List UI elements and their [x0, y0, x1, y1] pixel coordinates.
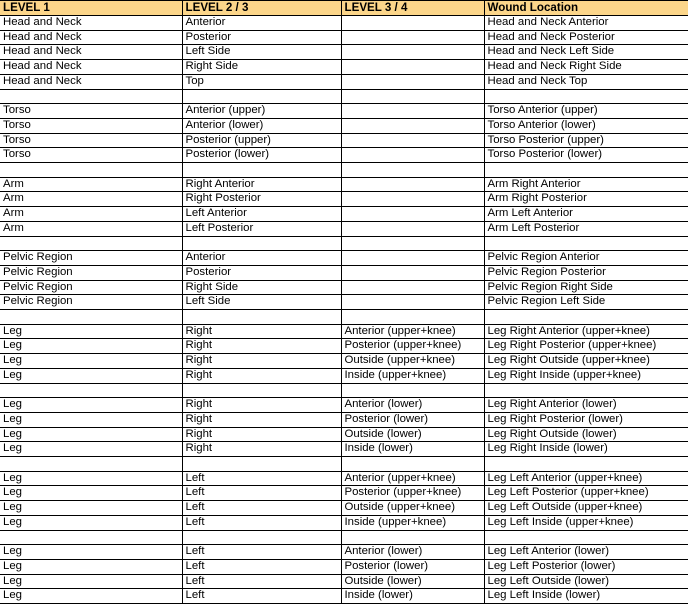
wound-location-cell[interactable]: Head and Neck Right Side: [484, 60, 688, 75]
level-2-3-cell[interactable]: Anterior: [182, 251, 341, 266]
level-2-3-cell[interactable]: Left: [182, 574, 341, 589]
level-3-4-cell[interactable]: Posterior (upper+knee): [341, 486, 484, 501]
wound-location-cell[interactable]: [484, 163, 688, 178]
level-1-cell[interactable]: Pelvic Region: [0, 295, 182, 310]
table-row: [0, 236, 688, 251]
level-1-cell[interactable]: Arm: [0, 177, 182, 192]
level-3-4-cell[interactable]: Inside (upper+knee): [341, 368, 484, 383]
table-row: [0, 133, 688, 148]
level-3-4-cell[interactable]: Inside (upper+knee): [341, 515, 484, 530]
level-2-3-cell[interactable]: Left: [182, 589, 341, 604]
table-row: [0, 16, 688, 31]
header-level-1[interactable]: LEVEL 1: [0, 1, 182, 16]
wound-location-cell[interactable]: Leg Left Posterior (upper+knee): [484, 486, 688, 501]
table-row: [0, 251, 688, 266]
table-row: [0, 412, 688, 427]
level-1-cell[interactable]: Leg: [0, 515, 182, 530]
wound-location-cell[interactable]: [484, 530, 688, 545]
level-2-3-cell[interactable]: Posterior (upper): [182, 133, 341, 148]
level-3-4-cell[interactable]: [341, 207, 484, 222]
header-wound-location[interactable]: Wound Location: [484, 1, 688, 16]
level-1-cell[interactable]: Leg: [0, 442, 182, 457]
level-1-cell[interactable]: Torso: [0, 118, 182, 133]
level-3-4-cell[interactable]: [341, 251, 484, 266]
level-2-3-cell[interactable]: Right: [182, 368, 341, 383]
level-1-cell[interactable]: [0, 236, 182, 251]
table-row: [0, 177, 688, 192]
table-row: [0, 148, 688, 163]
table-row: [0, 280, 688, 295]
level-2-3-cell[interactable]: Right Side: [182, 280, 341, 295]
table-row: [0, 265, 688, 280]
level-3-4-cell[interactable]: [341, 104, 484, 119]
level-3-4-cell[interactable]: Posterior (lower): [341, 559, 484, 574]
table-row: [0, 60, 688, 75]
level-3-4-cell[interactable]: [341, 192, 484, 207]
level-3-4-cell[interactable]: [341, 295, 484, 310]
wound-location-cell[interactable]: Leg Right Posterior (lower): [484, 412, 688, 427]
level-1-cell[interactable]: Leg: [0, 545, 182, 560]
level-1-cell[interactable]: Arm: [0, 221, 182, 236]
level-2-3-cell[interactable]: Right: [182, 442, 341, 457]
level-2-3-cell[interactable]: Left: [182, 486, 341, 501]
wound-location-cell[interactable]: [484, 457, 688, 472]
level-2-3-cell[interactable]: Anterior (lower): [182, 118, 341, 133]
table-row: [0, 471, 688, 486]
level-1-cell[interactable]: Leg: [0, 471, 182, 486]
wound-location-cell[interactable]: Head and Neck Posterior: [484, 30, 688, 45]
level-3-4-cell[interactable]: [341, 148, 484, 163]
wound-location-cell[interactable]: Leg Left Anterior (lower): [484, 545, 688, 560]
wound-location-cell[interactable]: Torso Posterior (upper): [484, 133, 688, 148]
level-3-4-cell[interactable]: [341, 530, 484, 545]
table-row: [0, 486, 688, 501]
table-row: [0, 354, 688, 369]
wound-location-cell[interactable]: Leg Right Inside (upper+knee): [484, 368, 688, 383]
table-row: [0, 515, 688, 530]
wound-location-cell[interactable]: Pelvic Region Posterior: [484, 265, 688, 280]
level-2-3-cell[interactable]: [182, 89, 341, 104]
table-row: [0, 295, 688, 310]
level-3-4-cell[interactable]: Anterior (upper+knee): [341, 324, 484, 339]
wound-location-cell[interactable]: Leg Left Posterior (lower): [484, 559, 688, 574]
wound-location-cell[interactable]: Leg Right Outside (upper+knee): [484, 354, 688, 369]
table-row: [0, 192, 688, 207]
level-2-3-cell[interactable]: Left: [182, 515, 341, 530]
level-1-cell[interactable]: Head and Neck: [0, 30, 182, 45]
level-2-3-cell[interactable]: Left: [182, 559, 341, 574]
level-2-3-cell[interactable]: Right: [182, 427, 341, 442]
level-1-cell[interactable]: Head and Neck: [0, 16, 182, 31]
level-2-3-cell[interactable]: Right: [182, 324, 341, 339]
level-1-cell[interactable]: Torso: [0, 104, 182, 119]
wound-location-cell[interactable]: Leg Left Outside (lower): [484, 574, 688, 589]
wound-location-cell[interactable]: Arm Left Anterior: [484, 207, 688, 222]
level-2-3-cell[interactable]: Left Posterior: [182, 221, 341, 236]
level-3-4-cell[interactable]: [341, 383, 484, 398]
wound-location-cell[interactable]: Arm Left Posterior: [484, 221, 688, 236]
level-3-4-cell[interactable]: [341, 16, 484, 31]
wound-location-cell[interactable]: Arm Right Anterior: [484, 177, 688, 192]
wound-location-cell[interactable]: Torso Posterior (lower): [484, 148, 688, 163]
header-level-3-4[interactable]: LEVEL 3 / 4: [341, 1, 484, 16]
level-3-4-cell[interactable]: [341, 310, 484, 325]
level-1-cell[interactable]: [0, 530, 182, 545]
wound-location-cell[interactable]: Leg Left Anterior (upper+knee): [484, 471, 688, 486]
header-level-2-3[interactable]: LEVEL 2 / 3: [182, 1, 341, 16]
table-row: [0, 559, 688, 574]
wound-location-cell[interactable]: [484, 89, 688, 104]
table-row: [0, 310, 688, 325]
level-2-3-cell[interactable]: [182, 530, 341, 545]
level-1-cell[interactable]: [0, 383, 182, 398]
level-2-3-cell[interactable]: Right: [182, 398, 341, 413]
level-2-3-cell[interactable]: [182, 383, 341, 398]
level-2-3-cell[interactable]: Posterior: [182, 30, 341, 45]
level-3-4-cell[interactable]: [341, 221, 484, 236]
level-2-3-cell[interactable]: Right: [182, 354, 341, 369]
level-3-4-cell[interactable]: [341, 89, 484, 104]
level-3-4-cell[interactable]: Outside (upper+knee): [341, 501, 484, 516]
level-1-cell[interactable]: Leg: [0, 398, 182, 413]
level-3-4-cell[interactable]: [341, 74, 484, 89]
level-3-4-cell[interactable]: Outside (upper+knee): [341, 354, 484, 369]
table-body: [0, 16, 688, 604]
level-2-3-cell[interactable]: Right Posterior: [182, 192, 341, 207]
level-3-4-cell[interactable]: Posterior (lower): [341, 412, 484, 427]
wound-location-cell[interactable]: Leg Right Anterior (lower): [484, 398, 688, 413]
level-3-4-cell[interactable]: Inside (lower): [341, 442, 484, 457]
level-3-4-cell[interactable]: [341, 163, 484, 178]
wound-location-cell[interactable]: Arm Right Posterior: [484, 192, 688, 207]
wound-location-cell[interactable]: Leg Right Anterior (upper+knee): [484, 324, 688, 339]
table-row: [0, 427, 688, 442]
wound-location-cell[interactable]: [484, 310, 688, 325]
level-2-3-cell[interactable]: Posterior: [182, 265, 341, 280]
table-row: [0, 574, 688, 589]
table-row: [0, 530, 688, 545]
wound-location-cell[interactable]: Leg Right Posterior (upper+knee): [484, 339, 688, 354]
level-3-4-cell[interactable]: Outside (lower): [341, 574, 484, 589]
table-row: [0, 383, 688, 398]
table-row: [0, 442, 688, 457]
table-row: [0, 30, 688, 45]
level-3-4-cell[interactable]: [341, 236, 484, 251]
level-2-3-cell[interactable]: Posterior (lower): [182, 148, 341, 163]
level-1-cell[interactable]: [0, 89, 182, 104]
wound-location-cell[interactable]: Pelvic Region Anterior: [484, 251, 688, 266]
level-2-3-cell[interactable]: Anterior (upper): [182, 104, 341, 119]
table-row: [0, 545, 688, 560]
table-row: [0, 89, 688, 104]
table-row: [0, 589, 688, 604]
wound-location-cell[interactable]: Head and Neck Left Side: [484, 45, 688, 60]
level-2-3-cell[interactable]: Right: [182, 412, 341, 427]
table-row: [0, 339, 688, 354]
level-1-cell[interactable]: Leg: [0, 339, 182, 354]
level-3-4-cell[interactable]: [341, 280, 484, 295]
level-3-4-cell[interactable]: [341, 30, 484, 45]
level-3-4-cell[interactable]: Anterior (lower): [341, 398, 484, 413]
level-2-3-cell[interactable]: Left Anterior: [182, 207, 341, 222]
level-1-cell[interactable]: Leg: [0, 559, 182, 574]
level-2-3-cell[interactable]: Anterior: [182, 16, 341, 31]
level-3-4-cell[interactable]: [341, 118, 484, 133]
table-row: [0, 74, 688, 89]
wound-location-cell[interactable]: Head and Neck Top: [484, 74, 688, 89]
table-row: [0, 398, 688, 413]
wound-location-cell[interactable]: Pelvic Region Left Side: [484, 295, 688, 310]
level-2-3-cell[interactable]: Left Side: [182, 295, 341, 310]
level-3-4-cell[interactable]: [341, 457, 484, 472]
level-3-4-cell[interactable]: [341, 45, 484, 60]
header-row: [0, 1, 688, 16]
level-3-4-cell[interactable]: Anterior (lower): [341, 545, 484, 560]
level-1-cell[interactable]: Head and Neck: [0, 60, 182, 75]
wound-location-cell[interactable]: Torso Anterior (lower): [484, 118, 688, 133]
level-1-cell[interactable]: Head and Neck: [0, 45, 182, 60]
level-2-3-cell[interactable]: Left: [182, 501, 341, 516]
table-row: [0, 118, 688, 133]
level-3-4-cell[interactable]: Posterior (upper+knee): [341, 339, 484, 354]
table-row: [0, 501, 688, 516]
table-row: [0, 45, 688, 60]
level-1-cell[interactable]: Pelvic Region: [0, 265, 182, 280]
level-3-4-cell[interactable]: Outside (lower): [341, 427, 484, 442]
level-2-3-cell[interactable]: [182, 457, 341, 472]
table-row: [0, 163, 688, 178]
level-2-3-cell[interactable]: Left Side: [182, 45, 341, 60]
level-3-4-cell[interactable]: Anterior (upper+knee): [341, 471, 484, 486]
level-1-cell[interactable]: Arm: [0, 192, 182, 207]
wound-location-cell[interactable]: [484, 383, 688, 398]
level-1-cell[interactable]: Leg: [0, 412, 182, 427]
level-2-3-cell[interactable]: [182, 310, 341, 325]
level-2-3-cell[interactable]: Top: [182, 74, 341, 89]
level-3-4-cell[interactable]: [341, 265, 484, 280]
level-1-cell[interactable]: Pelvic Region: [0, 251, 182, 266]
level-2-3-cell[interactable]: Right Side: [182, 60, 341, 75]
level-2-3-cell[interactable]: [182, 163, 341, 178]
level-1-cell[interactable]: Leg: [0, 589, 182, 604]
wound-location-cell[interactable]: Head and Neck Anterior: [484, 16, 688, 31]
level-1-cell[interactable]: [0, 457, 182, 472]
level-2-3-cell[interactable]: [182, 236, 341, 251]
wound-location-cell[interactable]: Leg Right Outside (lower): [484, 427, 688, 442]
level-2-3-cell[interactable]: Right: [182, 339, 341, 354]
wound-location-cell[interactable]: Leg Left Outside (upper+knee): [484, 501, 688, 516]
wound-location-cell[interactable]: [484, 236, 688, 251]
table-row: [0, 104, 688, 119]
level-1-cell[interactable]: Arm: [0, 207, 182, 222]
level-1-cell[interactable]: Torso: [0, 133, 182, 148]
table-row: [0, 457, 688, 472]
wound-location-cell[interactable]: Leg Left Inside (upper+knee): [484, 515, 688, 530]
level-1-cell[interactable]: [0, 163, 182, 178]
level-1-cell[interactable]: Leg: [0, 574, 182, 589]
wound-location-cell[interactable]: Pelvic Region Right Side: [484, 280, 688, 295]
level-1-cell[interactable]: Leg: [0, 427, 182, 442]
table-row: [0, 221, 688, 236]
level-3-4-cell[interactable]: [341, 177, 484, 192]
wound-location-cell[interactable]: Leg Right Inside (lower): [484, 442, 688, 457]
level-1-cell[interactable]: Head and Neck: [0, 74, 182, 89]
table-row: [0, 368, 688, 383]
level-1-cell[interactable]: [0, 310, 182, 325]
level-1-cell[interactable]: Leg: [0, 368, 182, 383]
level-1-cell[interactable]: Torso: [0, 148, 182, 163]
level-2-3-cell[interactable]: Left: [182, 545, 341, 560]
table-row: [0, 207, 688, 222]
level-1-cell[interactable]: Pelvic Region: [0, 280, 182, 295]
level-3-4-cell[interactable]: [341, 60, 484, 75]
level-1-cell[interactable]: Leg: [0, 324, 182, 339]
level-1-cell[interactable]: Leg: [0, 501, 182, 516]
level-1-cell[interactable]: Leg: [0, 354, 182, 369]
table-row: [0, 324, 688, 339]
level-2-3-cell[interactable]: Right Anterior: [182, 177, 341, 192]
level-2-3-cell[interactable]: Left: [182, 471, 341, 486]
wound-location-cell[interactable]: Leg Left Inside (lower): [484, 589, 688, 604]
level-1-cell[interactable]: Leg: [0, 486, 182, 501]
level-3-4-cell[interactable]: [341, 133, 484, 148]
level-3-4-cell[interactable]: Inside (lower): [341, 589, 484, 604]
wound-location-cell[interactable]: Torso Anterior (upper): [484, 104, 688, 119]
